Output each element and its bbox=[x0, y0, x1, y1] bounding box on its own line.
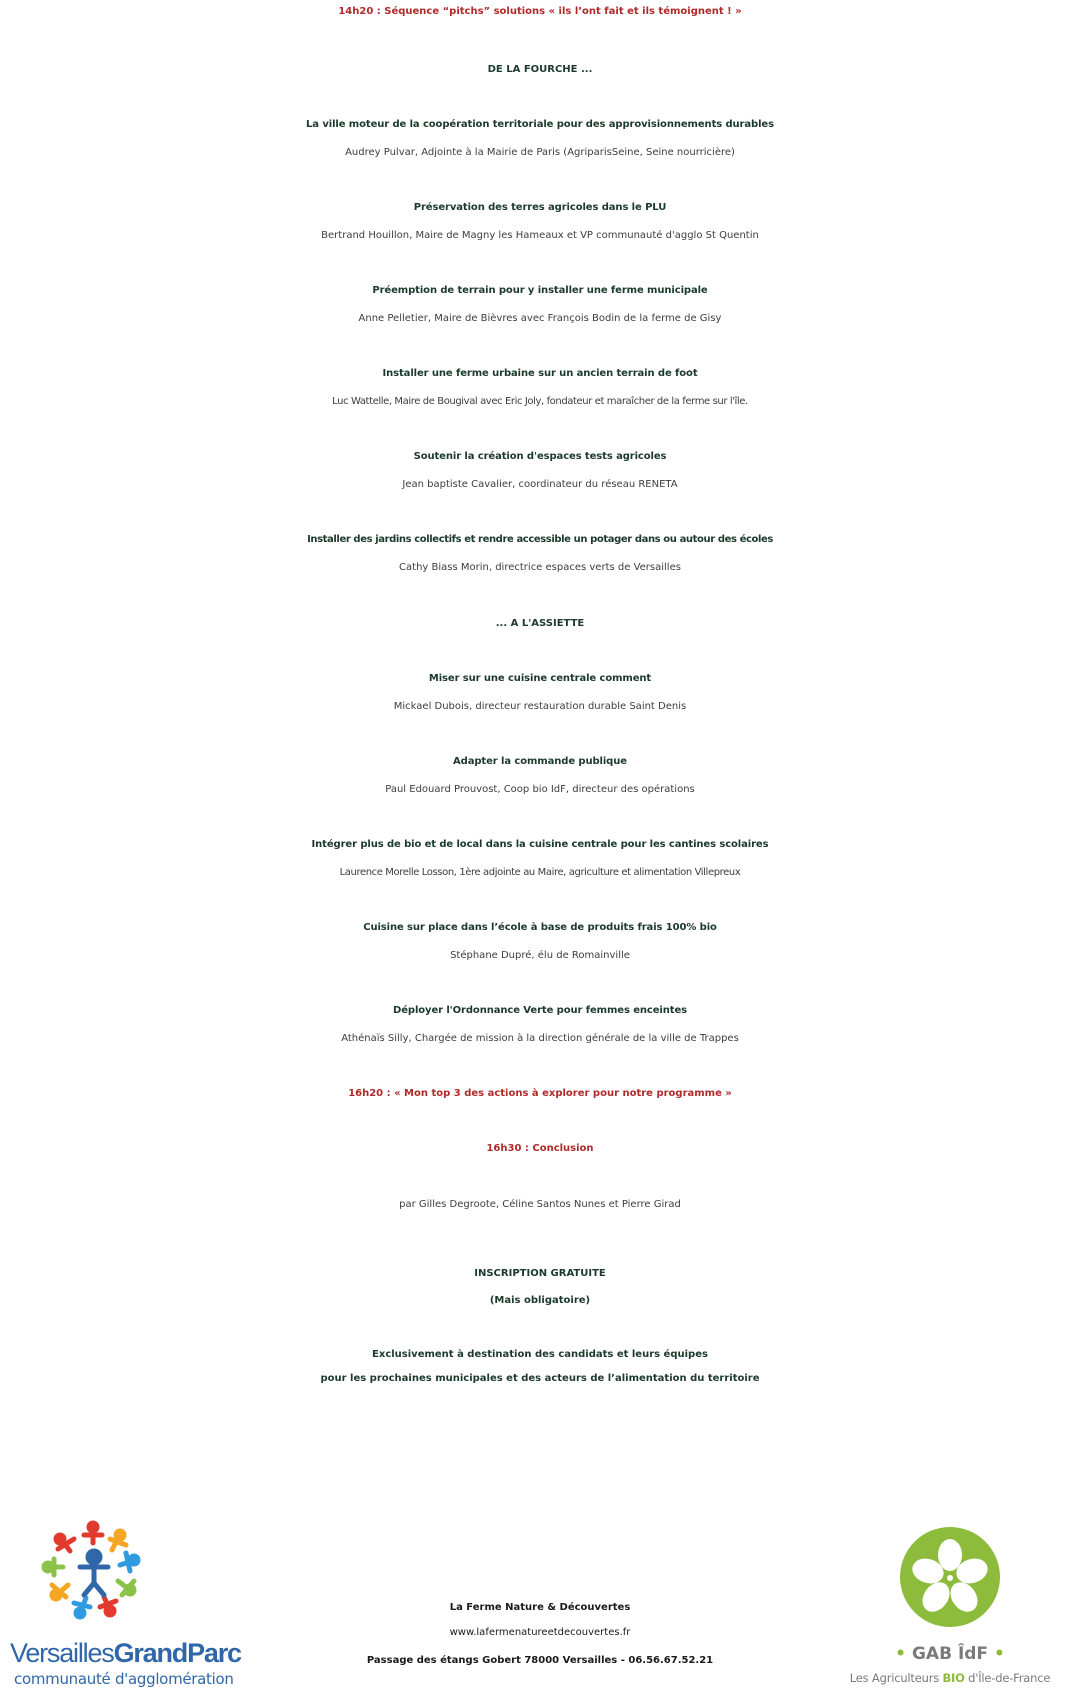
pitch-speaker: Laurence Morelle Losson, 1ère adjointe au Maire, agriculture et alimentation Villepreux bbox=[339, 867, 741, 878]
gab-tagline: Les Agriculteurs BIO d'Île-de-France bbox=[849, 1671, 1051, 1685]
section-fourche-heading: DE LA FOURCHE ... bbox=[487, 64, 593, 75]
session-1620-heading: 16h20 : « Mon top 3 des actions à explorer pour notre programme » bbox=[348, 1088, 732, 1099]
vgp-name: VersaillesGrandParc bbox=[10, 1638, 241, 1668]
pitch-speaker: Luc Wattelle, Maire de Bougival avec Eric Joly, fondateur et maraîcher de la ferme sur l'île. bbox=[332, 396, 748, 407]
pitch-title: Installer des jardins collectifs et rendre accessible un potager dans ou autour des écoles bbox=[307, 534, 773, 545]
pitch-title: Préservation des terres agricoles dans le PLU bbox=[413, 202, 667, 213]
venue-website-link[interactable]: www.lafermenatureetdecouvertes.fr bbox=[449, 1627, 631, 1638]
pitch-title: Miser sur une cuisine centrale comment bbox=[428, 673, 652, 684]
pitch-speaker: Stéphane Dupré, élu de Romainville bbox=[450, 950, 630, 961]
pitch-title: Installer une ferme urbaine sur un ancien terrain de foot bbox=[382, 368, 698, 379]
inscription-subtitle: (Mais obligatoire) bbox=[489, 1295, 591, 1306]
inscription-title: INSCRIPTION GRATUITE bbox=[474, 1268, 606, 1279]
audience-line: pour les prochaines municipales et des acteurs de l’alimentation du territoire bbox=[320, 1373, 760, 1384]
pitch-speaker: Audrey Pulvar, Adjointe à la Mairie de Paris (AgriparisSeine, Seine nourricière) bbox=[345, 147, 735, 158]
pitch-speaker: Athénaïs Silly, Chargée de mission à la direction générale de la ville de Trappes bbox=[341, 1033, 739, 1044]
pitch-speaker: Anne Pelletier, Maire de Bièvres avec François Bodin de la ferme de Gisy bbox=[358, 313, 722, 324]
pitch-title: Préemption de terrain pour y installer une ferme municipale bbox=[372, 285, 708, 296]
pitch-title: Intégrer plus de bio et de local dans la cuisine centrale pour les cantines scolaires bbox=[311, 839, 769, 850]
vgp-tagline: communauté d'agglomération bbox=[14, 1670, 234, 1688]
pitch-speaker: Bertrand Houillon, Maire de Magny les Hameaux et VP communauté d'agglo St Quentin bbox=[321, 230, 759, 241]
audience-line: Exclusivement à destination des candidats et leurs équipes bbox=[372, 1349, 708, 1360]
flower-icon bbox=[895, 1525, 1005, 1635]
gab-idf-logo bbox=[840, 1515, 1060, 1695]
session-1420-heading: 14h20 : Séquence “pitchs” solutions « ils l’ont fait et ils témoignent ! » bbox=[338, 6, 742, 17]
session-1630-heading: 16h30 : Conclusion bbox=[486, 1143, 594, 1154]
conclusion-speakers: par Gilles Degroote, Céline Santos Nunes et Pierre Girad bbox=[399, 1199, 681, 1210]
pitch-title: La ville moteur de la coopération territoriale pour des approvisionnements durables bbox=[306, 119, 774, 130]
pitch-title: Cuisine sur place dans l’école à base de produits frais 100% bio bbox=[363, 922, 717, 933]
gab-name: • GAB ÎdF • bbox=[895, 1644, 1005, 1664]
venue-name: La Ferme Nature & Découvertes bbox=[449, 1602, 631, 1613]
pitch-title: Déployer l'Ordonnance Verte pour femmes enceintes bbox=[393, 1005, 687, 1016]
venue-address: Passage des étangs Gobert 78000 Versailles - 06.56.67.52.21 bbox=[366, 1655, 714, 1666]
pitch-speaker: Cathy Biass Morin, directrice espaces verts de Versailles bbox=[399, 562, 681, 573]
pitch-title: Soutenir la création d'espaces tests agricoles bbox=[413, 451, 667, 462]
pitch-title: Adapter la commande publique bbox=[453, 756, 627, 767]
section-assiette-heading: ... A L'ASSIETTE bbox=[495, 618, 585, 629]
pitch-speaker: Jean baptiste Cavalier, coordinateur du réseau RENETA bbox=[402, 479, 678, 490]
pitch-speaker: Paul Edouard Prouvost, Coop bio IdF, directeur des opérations bbox=[385, 784, 695, 795]
pitch-speaker: Mickael Dubois, directeur restauration durable Saint Denis bbox=[393, 701, 687, 712]
